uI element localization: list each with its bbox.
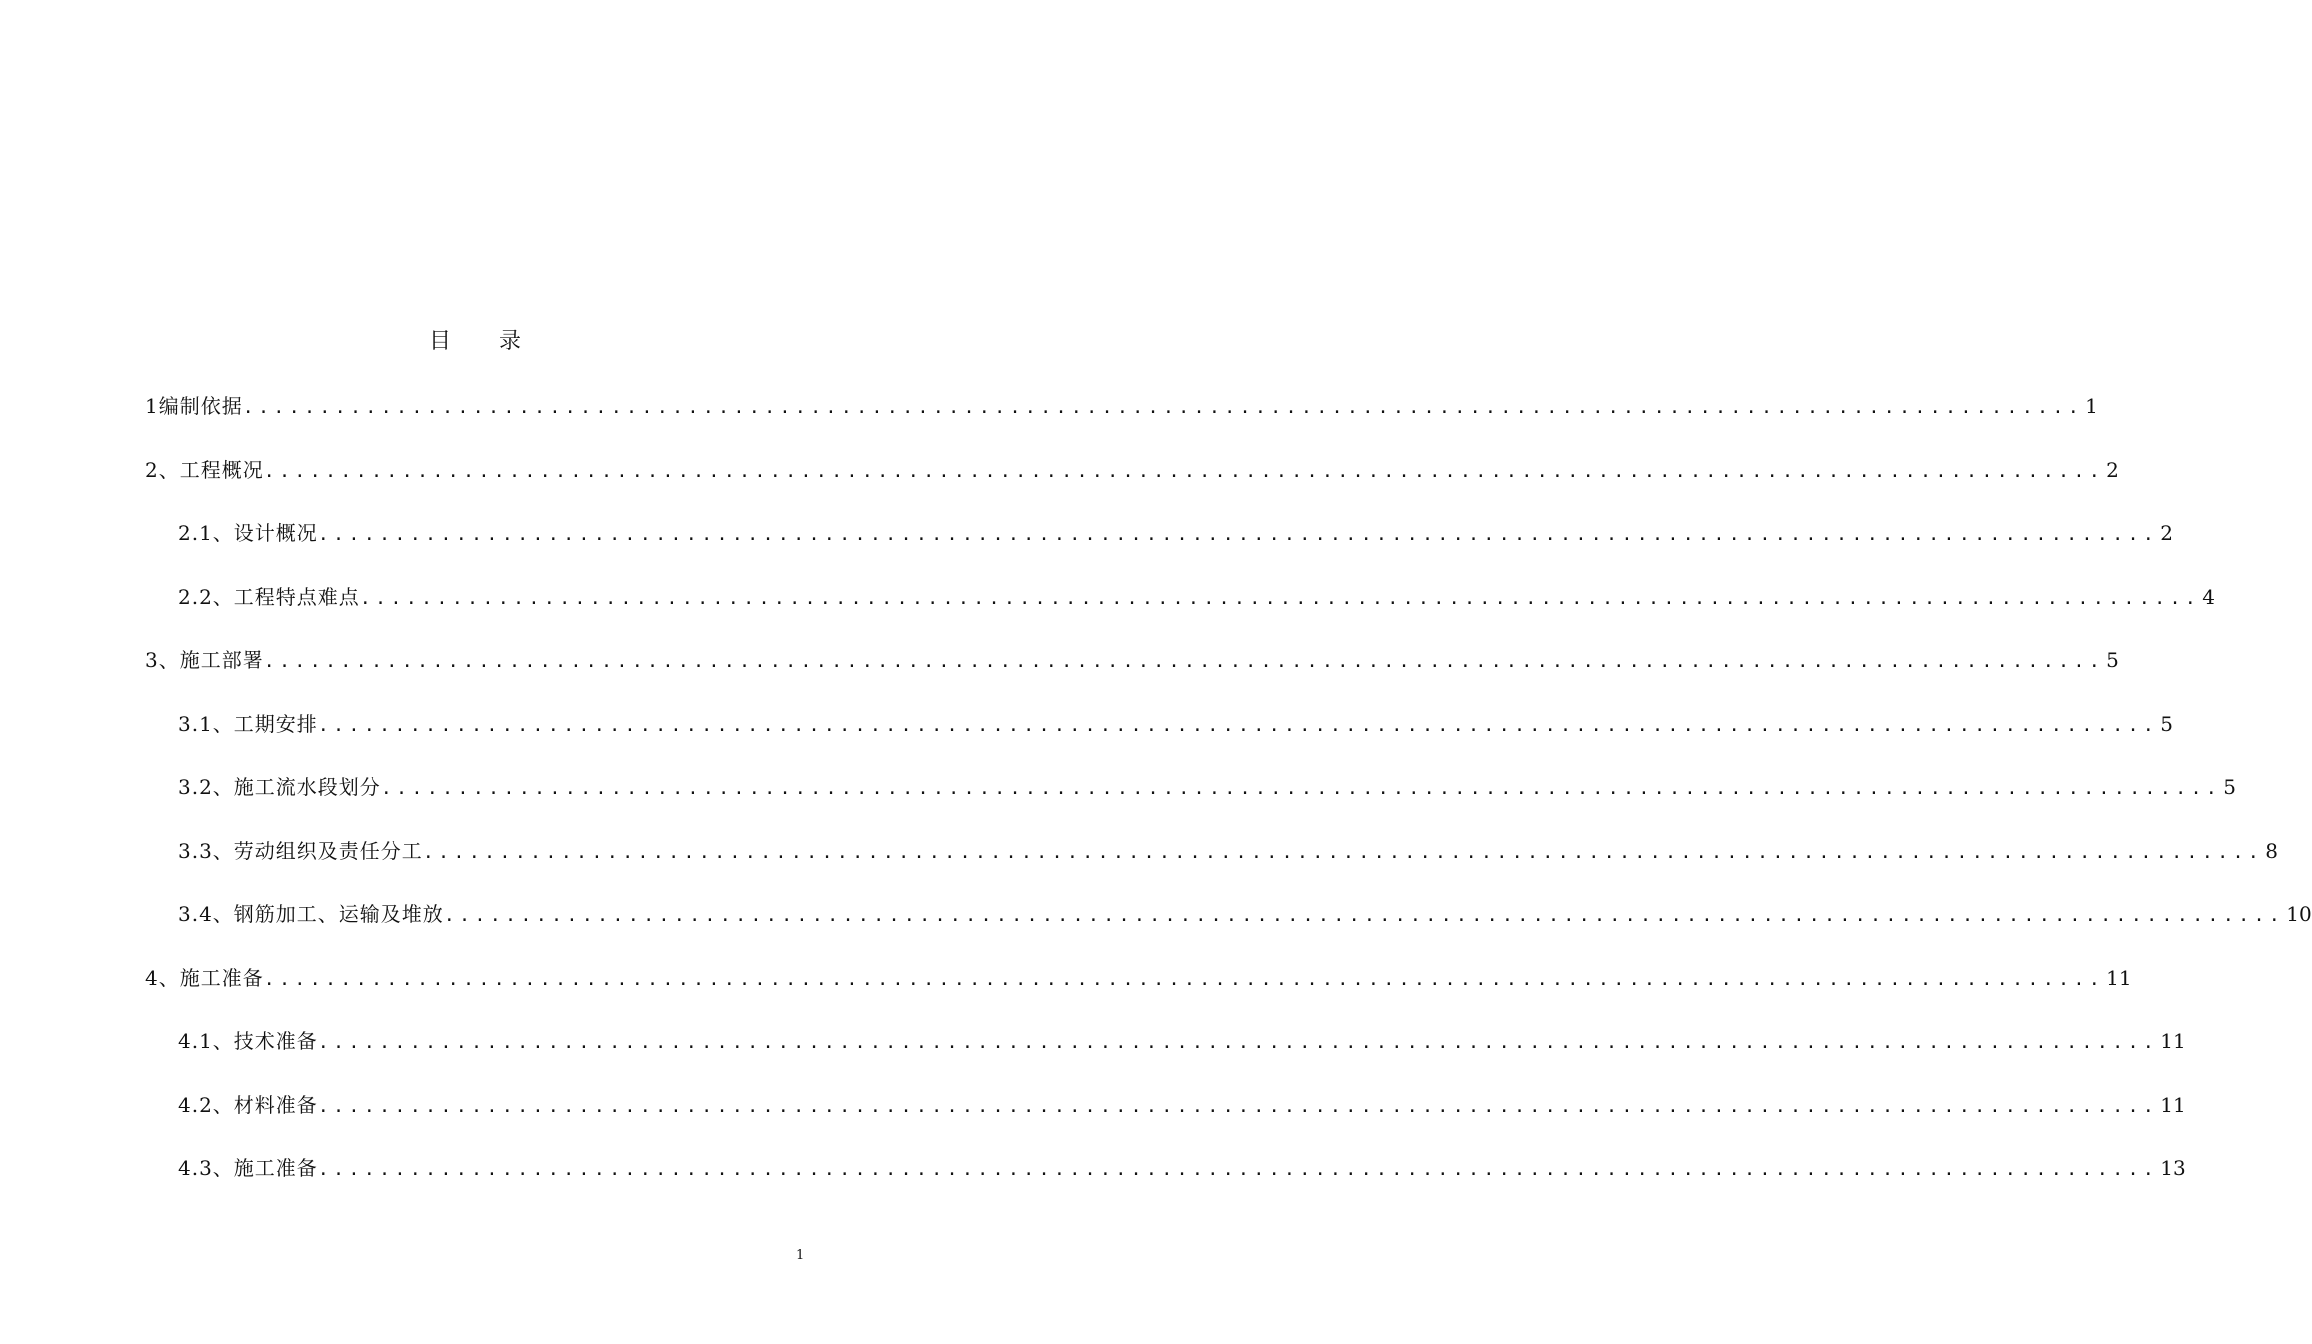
toc-entry[interactable] [145, 837, 2278, 901]
toc-entry[interactable] [145, 646, 2119, 710]
toc-entry-page: 5 [2223, 775, 2236, 799]
toc-entry-label: 4、施工准备 [145, 965, 264, 990]
toc-entry-page: 5 [2106, 648, 2119, 672]
toc-entry[interactable] [145, 710, 2173, 774]
toc-entry-page: 13 [2160, 1156, 2186, 1180]
toc-title [0, 324, 950, 355]
dot-leader: ........................................................................................................................ [317, 1032, 2159, 1053]
toc-entry-label: 3.1、工期安排 [178, 711, 318, 736]
toc-entry[interactable] [145, 1027, 2186, 1091]
toc-entry-page: 11 [2160, 1029, 2186, 1053]
toc-entry[interactable] [145, 964, 2132, 1028]
toc-entry-label: 2.1、设计概况 [178, 521, 318, 545]
dot-leader: ........................................................................................................................ [263, 968, 2105, 990]
toc-entry-page: 5 [2160, 711, 2173, 736]
toc-entry-page: 2 [2106, 457, 2119, 482]
dot-leader: ........................................................................................................................ [380, 778, 2222, 799]
toc-entry-label: 3.4、钢筋加工、运输及堆放 [178, 902, 444, 926]
toc-entry-label: 2、工程概况 [145, 457, 264, 482]
dot-leader: ........................................................................................................................ [263, 460, 2105, 482]
toc-entry[interactable] [145, 583, 2215, 647]
toc-entry[interactable] [145, 1091, 2186, 1155]
dot-leader: ........................................................................................................................ [317, 1095, 2159, 1117]
toc-title-part1: 目 [428, 329, 451, 354]
toc-entry[interactable] [145, 519, 2173, 583]
toc-entry-page: 4 [2202, 584, 2215, 609]
dot-leader: ........................................................................................................................ [263, 651, 2105, 672]
page-number: 1 [796, 1248, 805, 1263]
toc-entry[interactable] [145, 456, 2119, 520]
toc-entry-page: 1 [2085, 394, 2098, 418]
toc-entry-label: 4.1、技术准备 [178, 1029, 318, 1053]
toc-entry[interactable] [145, 773, 2236, 837]
toc-entry[interactable] [145, 1154, 2186, 1218]
toc-entry-label: 3.3、劳动组织及责任分工 [178, 838, 423, 863]
toc-entry-page: 11 [2160, 1092, 2186, 1117]
toc-entry-label: 4.3、施工准备 [178, 1156, 318, 1180]
toc-entry-label: 3.2、施工流水段划分 [178, 775, 381, 799]
toc-entry-page: 11 [2106, 965, 2132, 990]
toc-entry[interactable] [145, 392, 2098, 456]
dot-leader: ........................................................................................................................ [359, 587, 2201, 609]
toc-entry[interactable] [145, 900, 2312, 964]
toc-title-part2: 录 [499, 329, 522, 354]
dot-leader: ........................................................................................................................ [317, 524, 2159, 545]
toc-entry-label: 2.2、工程特点难点 [178, 584, 360, 609]
dot-leader: ........................................................................................................................ [443, 905, 2285, 926]
dot-leader: ........................................................................................................................ [242, 397, 2084, 418]
dot-leader: ........................................................................................................................ [317, 1159, 2159, 1180]
toc-entry-page: 10 [2286, 902, 2312, 926]
toc-entry-label: 3、施工部署 [145, 648, 264, 672]
toc-entry-label: 4.2、材料准备 [178, 1092, 318, 1117]
toc-entry-label: 1编制依据 [145, 394, 243, 418]
dot-leader: ........................................................................................................................ [317, 714, 2159, 736]
dot-leader: ........................................................................................................................ [422, 841, 2264, 863]
toc-list [145, 392, 2312, 1218]
toc-entry-page: 2 [2160, 521, 2173, 545]
toc-entry-page: 8 [2265, 838, 2278, 863]
